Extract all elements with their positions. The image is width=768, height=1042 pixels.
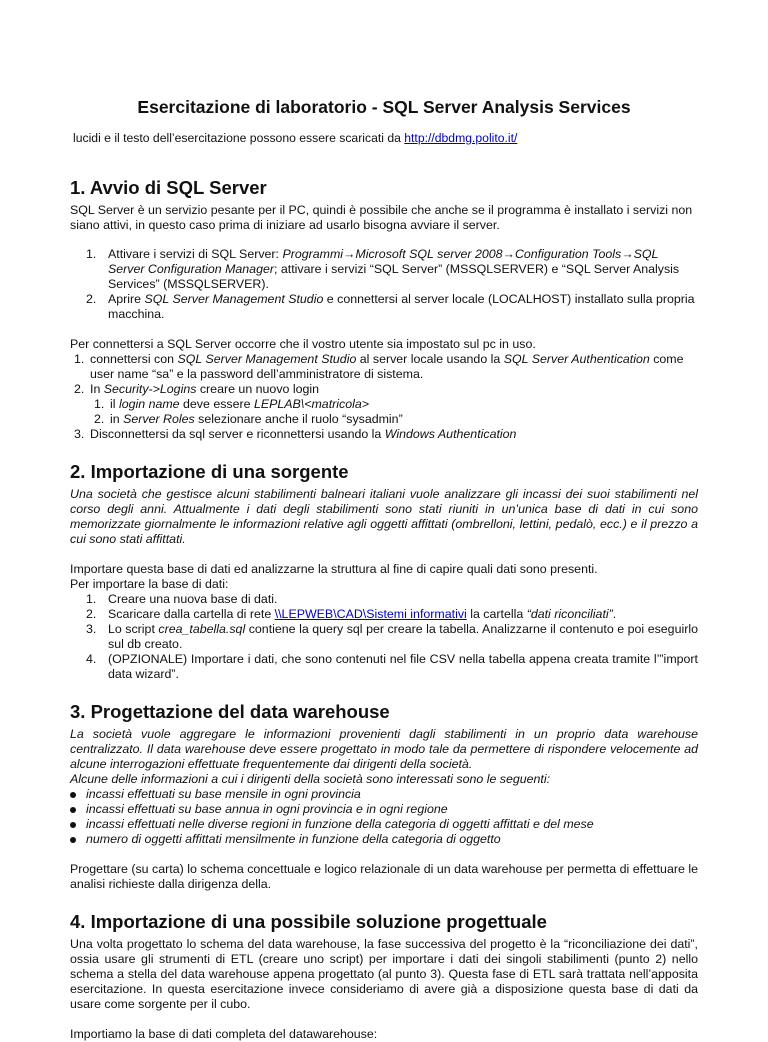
section-2-scenario: Una società che gestisce alcuni stabilimenti balneari italiani vuole analizzare gli incassi dei suoi stabilimenti nel corso degli anni. Attualmente i dati degli stabilimenti sono stati riuniti in un’unica base di dati in cui sono memorizzate giornalmente le informazioni relative agli oggetti affittati (ombrelloni, lettini, pedalò, ecc.) e il prezzo a cui sono stati affittati. — [70, 487, 698, 546]
item-number: 1. — [94, 397, 105, 411]
bullet-icon — [70, 837, 76, 843]
bullet-icon — [70, 822, 76, 828]
list-item — [70, 832, 698, 847]
app-name: SQL Server Management Studio — [144, 292, 324, 306]
list-item — [70, 292, 698, 322]
list-item — [70, 607, 698, 622]
item-text: incassi effettuati nelle diverse regioni in funzione della categoria di oggetti affittati e del mese — [86, 817, 594, 831]
item-text: selezionare anche il ruolo “sysadmin” — [194, 412, 403, 426]
item-number: 1. — [86, 247, 97, 261]
field-name: login name — [118, 397, 180, 411]
list-item — [70, 427, 698, 442]
item-text: connettersi con — [90, 352, 178, 366]
item-text: (OPZIONALE) Importare i dati, che sono contenuti nel file CSV nella tabella appena creata tramite l’”import data wizard”. — [108, 652, 698, 681]
section-1-steps — [70, 247, 698, 322]
login-substeps — [90, 397, 698, 427]
login-steps — [70, 352, 698, 442]
item-number: 2. — [74, 382, 85, 396]
item-number: 4. — [86, 652, 97, 666]
item-text: in — [110, 412, 124, 426]
item-text: ; attivare i servizi “SQL Server” (MSSQLSERVER) e “SQL Server Analysis Services” (MSSQLSERVER). — [108, 262, 680, 291]
section-2-heading: 2. Importazione di una sorgente — [70, 461, 349, 482]
list-item — [70, 802, 698, 817]
login-value: LEPLAB\<matricola> — [253, 397, 369, 411]
list-item — [70, 247, 698, 292]
item-number: 2. — [94, 412, 105, 426]
bullet-icon — [70, 807, 76, 813]
item-number: 1. — [86, 592, 97, 606]
list-item — [70, 622, 698, 652]
list-item — [90, 412, 698, 427]
list-item — [70, 817, 698, 832]
field-name: Server Roles — [123, 412, 195, 426]
section-3-scenario-2: Alcune delle informazioni a cui i dirigenti della società sono interessati sono le seguenti: — [70, 772, 551, 786]
item-text: creare un nuovo login — [196, 382, 320, 396]
section-3-scenario: La società vuole aggregare le informazioni provenienti dagli stabilimenti in un proprio data warehouse centralizzato. Il data warehouse deve essere progettato in modo tale da permettere di rispondere velocemente ad alcune interrogazioni effettuate frequentemente dai dirigenti della società. — [70, 727, 698, 771]
item-text: il — [110, 397, 119, 411]
section-2-paragraph: Importare questa base di dati ed analizzarne la struttura al fine di capire quali dati sono presenti. — [70, 562, 598, 576]
item-text: Attivare i servizi di SQL Server: — [108, 247, 283, 261]
auth-mode: SQL Server Authentication — [503, 352, 650, 366]
item-text: incassi effettuati su base mensile in ogni provincia — [86, 787, 361, 801]
item-number: 1. — [74, 352, 85, 366]
script-name: crea_tabella.sql — [158, 622, 246, 636]
item-text: . — [612, 607, 617, 621]
list-item — [90, 397, 698, 412]
intro-text: lucidi e il testo dell’esercitazione possono essere scaricati da — [73, 131, 405, 145]
list-item — [70, 382, 698, 427]
dbdmg-link[interactable]: http://dbdmg.polito.it/ — [404, 131, 518, 145]
item-text: contiene la query sql per creare la tabella. Analizzarne il contenuto e poi eseguirlo sul db creato. — [108, 622, 698, 651]
item-text: come user name “sa” e la password dell’amministratore di sistema. — [90, 352, 684, 381]
section-3-heading: 3. Progettazione del data warehouse — [70, 701, 390, 722]
item-text: In — [90, 382, 104, 396]
list-item — [70, 787, 698, 802]
item-text: deve essere — [179, 397, 254, 411]
item-text: la cartella — [466, 607, 527, 621]
item-text: Disconnettersi da sql server e riconnettersi usando la — [90, 427, 385, 441]
app-name: SQL Server Management Studio — [177, 352, 357, 366]
auth-mode: Windows Authentication — [384, 427, 517, 441]
item-text: numero di oggetti affittati mensilmente in funzione della categoria di oggetto — [86, 832, 501, 846]
section-2-paragraph-2: Per importare la base di dati: — [70, 577, 229, 591]
list-item — [70, 652, 698, 682]
item-text: Lo script — [108, 622, 159, 636]
item-text: al server locale usando la — [356, 352, 504, 366]
section-1-heading: 1. Avvio di SQL Server — [70, 177, 267, 198]
document-title: Esercitazione di laboratorio - SQL Server Analysis Services — [137, 97, 631, 117]
item-text: e connettersi al server locale (LOCALHOST) installato sulla propria macchina. — [108, 292, 695, 321]
bullet-icon — [70, 792, 76, 798]
section-4-paragraph-2: Importiamo la base di dati completa del datawarehouse: — [70, 1027, 378, 1041]
list-item — [70, 352, 698, 382]
requirements-list — [70, 787, 698, 847]
section-2-steps — [70, 592, 698, 682]
network-folder-link[interactable]: \\LEPWEB\CAD\Sistemi informativi — [274, 607, 467, 621]
menu-path: Programmi→Microsoft SQL server 2008→Configuration Tools→SQL Server Configuration Manager — [108, 247, 659, 276]
section-3-paragraph: Progettare (su carta) lo schema concettuale e logico relazionale di un data warehouse per permetta di effettuare le analisi richieste dalla dirigenza della. — [70, 862, 698, 891]
folder-name: “dati riconciliati” — [526, 607, 613, 621]
list-item — [70, 592, 698, 607]
section-1-paragraph: SQL Server è un servizio pesante per il PC, quindi è possibile che anche se il programma è installato i servizi non siano attivi, in questo caso prima di iniziare ad usarlo bisogna avviare il server. — [70, 203, 693, 232]
item-text: Aprire — [108, 292, 145, 306]
intro-line — [73, 131, 698, 146]
item-number: 2. — [86, 607, 97, 621]
item-text: incassi effettuati su base annua in ogni provincia e in ogni regione — [86, 802, 448, 816]
item-number: 2. — [86, 292, 97, 306]
section-4-paragraph: Una volta progettato lo schema del data warehouse, la fase successiva del progetto è la “riconciliazione dei dati”, ossia usare gli strumenti di ETL (creare uno script) per importare i dati dei singoli stabilimenti (punto 2) nello schema a stella del data warehouse appena progettato (al punto 3). Questa fase di ETL sarà trattata nell’apposita esercitazione. In questa esercitazione invece consideriamo di avere già a disposizione questa base di dati da usare come sorgente per il cubo. — [70, 937, 698, 1011]
section-1-paragraph-2: Per connettersi a SQL Server occorre che il vostro utente sia impostato sul pc in uso. — [70, 337, 536, 351]
menu-path: Security->Logins — [103, 382, 197, 396]
section-4-heading: 4. Importazione di una possibile soluzione progettuale — [70, 911, 547, 932]
item-number: 3. — [86, 622, 97, 636]
item-text: Scaricare dalla cartella di rete — [108, 607, 275, 621]
item-number: 3. — [74, 427, 85, 441]
item-text: Creare una nuova base di dati. — [108, 592, 278, 606]
